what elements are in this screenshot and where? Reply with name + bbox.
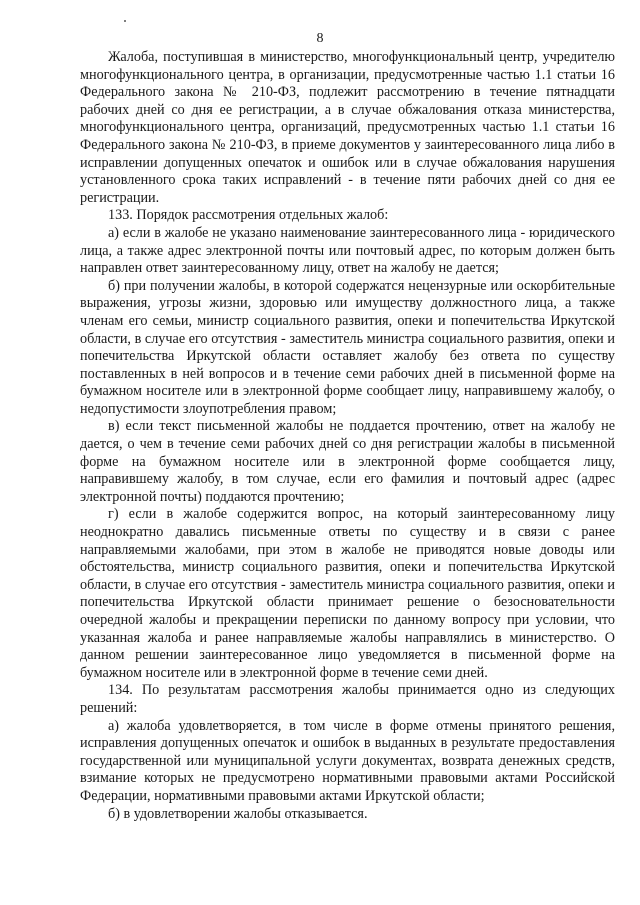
paragraph-134-a: а) жалоба удовлетворяется, в том числе в форме отмены принятого решения, исправления допущенных опечаток и ошибок в выданных в результате предоставления государственной или муниципальной услуги документах, возврата денежных средств, взимание которых не предусмотрено нормативными правовыми актами Российской Федерации, нормативными правовыми актами Иркутской области; (80, 717, 615, 804)
paragraph-133-b: б) при получении жалобы, в которой содержатся нецензурные или оскорбительные выражения, угрозы жизни, здоровью или имуществу должностного лица, а также членам его семьи, министр социального развития, опеки и попечительства Иркутской области, в случае его отсутствия - заместитель министра социального развития, опеки и попечительства Иркутской области оставляет жалобу без ответа по существу поставленных в ней вопросов и в течение семи рабочих дней в письменной форме на бумажном носителе или в электронной форме сообщает лицу, направившему жалобу, о недопустимости злоупотребления правом; (80, 277, 615, 417)
paragraph-complaint-review-terms: Жалоба, поступившая в министерство, многофункциональный центр, учредителю многофункционального центра, в организации, предусмотренные частью 1.1 статьи 16 Федерального закона № 210-ФЗ, подлежит рассмотрению в течение пятнадцати рабочих дней со дня ее регистрации, а в случае обжалования отказа министерства, многофункционального центра, организаций, предусмотренных частью 1.1 статьи 16 Федерального закона № 210-ФЗ, в приеме документов у заинтересованного лица либо в исправлении допущенных опечаток и ошибок или в случае обжалования нарушения установленного срока таких исправлений - в течение пяти рабочих дней со дня ее регистрации. (80, 49, 615, 206)
page-number: 8 (316, 31, 324, 46)
paragraph-133-g: г) если в жалобе содержится вопрос, на который заинтересованному лицу неоднократно давались письменные ответы по существу и в связи с ранее направляемыми жалобами, при этом в жалобе не приводятся новые доводы или обстоятельства, министр социального развития, опеки и попечительства Иркутской области, в случае его отсутствия - заместитель министра социального развития, опеки и попечительства Иркутской области принимает решение о безосновательности очередной жалобы и прекращении переписки по данному вопросу при условии, что указанная жалоба и ранее направляемые жалобы направлялись в министерство. О данном решении заинтересованное лицо уведомляется в письменной форме на бумажном носителе или в электронной форме в течение семи дней. (80, 506, 615, 681)
paragraph-133-a: а) если в жалобе не указано наименование заинтересованного лица - юридического лица, а также адрес электронной почты или почтовый адрес, по которым должен быть направлен ответ заинтересованному лицу, ответ на жалобу не дается; (80, 224, 615, 277)
paragraph-133-v: в) если текст письменной жалобы не поддается прочтению, ответ на жалобу не дается, о чем в течение семи рабочих дней со дня регистрации жалобы в письменной форме на бумажном носителе или в электронной форме сообщается лицу, направившему жалобу, в том случае, если его фамилия и почтовый адрес (адрес электронной почты) поддаются прочтению; (80, 418, 615, 505)
paragraph-134-heading: 134. По результатам рассмотрения жалобы принимается одно из следующих решений: (80, 682, 615, 716)
document-body (80, 49, 615, 823)
paragraph-133-heading: 133. Порядок рассмотрения отдельных жалоб: (108, 207, 389, 224)
scan-artifact-dot (124, 20, 126, 22)
paragraph-134-b: б) в удовлетворении жалобы отказывается. (108, 805, 368, 822)
